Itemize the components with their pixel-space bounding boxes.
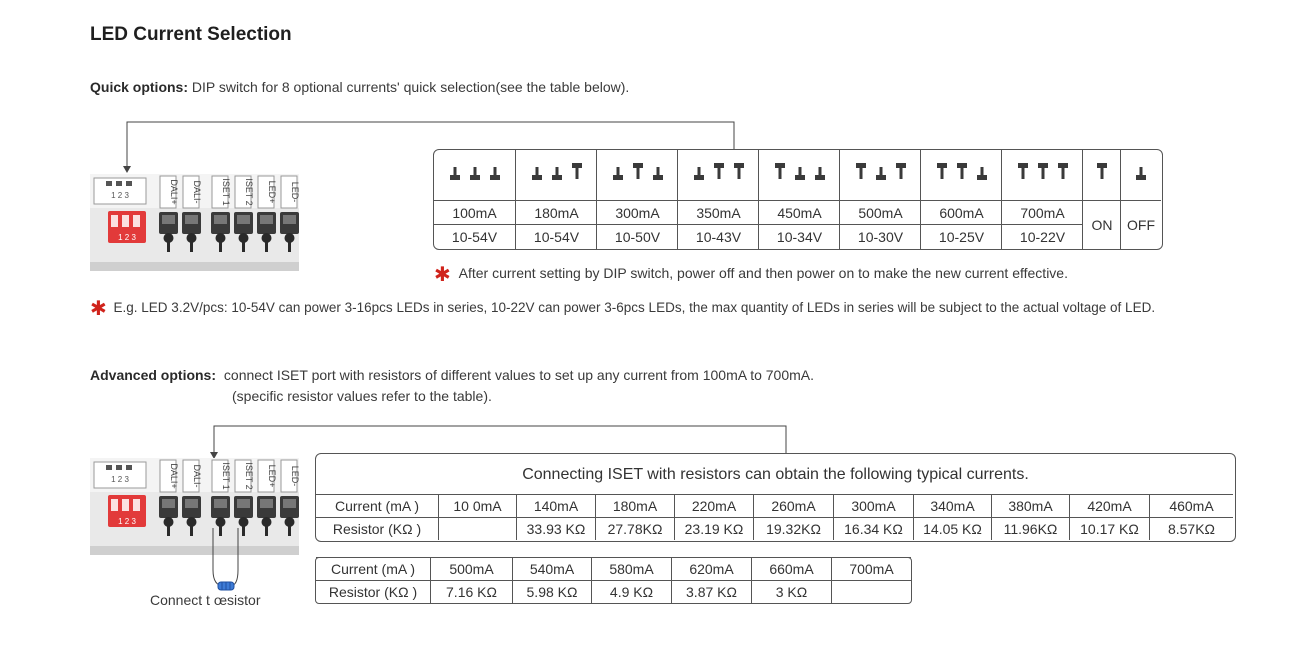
terminal-label: LED+ xyxy=(267,464,277,488)
led-series-note-text: E.g. LED 3.2V/pcs: 10-54V can power 3-16pcs LEDs in series, 10-22V can power 3-6pcs LEDs, the max quantity of LEDs in series will be subject to the actual voltage of LED. xyxy=(113,300,1156,315)
dip-pattern xyxy=(434,150,515,200)
switch-on-icon xyxy=(896,163,906,179)
resistor-cell: 3.87 KΩ xyxy=(671,580,751,603)
terminal-label: DALI+ xyxy=(169,463,179,489)
dip-voltage: 10-22V xyxy=(1002,224,1083,249)
resistor-cell: 7.16 KΩ xyxy=(430,580,512,603)
current-cell: 140mA xyxy=(516,494,595,517)
quick-options-label: Quick options: xyxy=(90,79,188,95)
asterisk-icon: ✱ xyxy=(434,264,451,286)
switch-off-icon xyxy=(470,167,480,180)
switch-on-icon xyxy=(856,163,866,179)
resistor-table-header: Connecting ISET with resistors can obtain the following typical currents. xyxy=(522,466,1029,483)
driver-device-illustration-iset xyxy=(90,458,299,555)
dip-pattern xyxy=(1002,150,1083,200)
switch-on-icon xyxy=(734,163,744,179)
driver-device-drawing xyxy=(90,458,299,555)
switch-on-icon xyxy=(957,163,967,179)
dip-current: 350mA xyxy=(678,200,759,225)
current-cell: 580mA xyxy=(591,557,671,580)
resistor-cell: 11.96KΩ xyxy=(991,517,1069,540)
switch-on-icon xyxy=(775,163,785,179)
switch-on-icon xyxy=(1058,163,1068,179)
dip-column xyxy=(920,150,1002,249)
dip-voltage: 10-30V xyxy=(840,224,921,249)
current-cell: 10 0mA xyxy=(438,494,516,517)
terminal-label: DALI- xyxy=(192,180,202,204)
driver-device-drawing xyxy=(90,174,299,271)
on-label: ON xyxy=(1083,200,1121,250)
current-cell: 700mA xyxy=(831,557,911,580)
quick-options-text: DIP switch for 8 optional currents' quick selection(see the table below). xyxy=(188,79,630,95)
terminal-label: LED- xyxy=(290,465,299,487)
advanced-options-line2: (specific resistor values refer to the table). xyxy=(232,388,492,404)
switch-off-icon xyxy=(977,167,987,180)
dip-voltage: 10-54V xyxy=(434,224,515,249)
dip-numbers: 1 2 3 xyxy=(111,191,129,200)
off-label: OFF xyxy=(1121,200,1161,250)
asterisk-icon: ✱ xyxy=(90,298,107,320)
switch-off-icon xyxy=(450,167,460,180)
terminal-label: LED+ xyxy=(267,180,277,204)
resistor-row-label: Resistor (KΩ ) xyxy=(316,517,438,540)
dip-pattern xyxy=(678,150,759,200)
dip-current: 300mA xyxy=(597,200,678,225)
current-cell: 540mA xyxy=(512,557,591,580)
resistor-cell: 33.93 KΩ xyxy=(516,517,595,540)
dip-numbers: 1 2 3 xyxy=(111,475,129,484)
dip-switch-pattern-icon xyxy=(445,163,505,183)
dip-legend-off xyxy=(1120,150,1161,249)
resistor-cell: 14.05 KΩ xyxy=(913,517,991,540)
resistor-cell: 4.9 KΩ xyxy=(591,580,671,603)
dip-switch-table xyxy=(433,149,1163,250)
dip-switch-pattern-icon xyxy=(932,163,992,183)
resistor-cell: 3 KΩ xyxy=(751,580,831,603)
dip-pattern xyxy=(597,150,678,200)
resistor-cell: 27.78KΩ xyxy=(595,517,674,540)
dip-switch-pattern-icon xyxy=(770,163,830,183)
terminal-label: ISET 2 xyxy=(244,178,254,206)
resistor-cell xyxy=(831,580,911,603)
current-cell: 500mA xyxy=(430,557,512,580)
terminal-label: ISET 1 xyxy=(221,462,231,490)
dip-column xyxy=(515,150,597,249)
page-title: LED Current Selection xyxy=(90,24,292,45)
switch-on-icon xyxy=(1097,163,1107,179)
current-cell: 420mA xyxy=(1069,494,1149,517)
terminal-label: LED- xyxy=(290,181,299,203)
switch-off-icon xyxy=(653,167,663,180)
current-cell: 220mA xyxy=(674,494,753,517)
switch-off-icon xyxy=(694,167,704,180)
dip-switch-pattern-icon xyxy=(689,163,749,183)
driver-device-illustration xyxy=(90,174,299,271)
resistor-wiring xyxy=(200,520,260,595)
dip-voltage: 10-54V xyxy=(516,224,597,249)
dip-voltage: 10-34V xyxy=(759,224,840,249)
switch-off-icon xyxy=(795,167,805,180)
switch-on-icon xyxy=(714,163,724,179)
current-cell: 460mA xyxy=(1149,494,1233,517)
dip-current: 180mA xyxy=(516,200,597,225)
switch-off-icon xyxy=(1131,163,1151,183)
current-cell: 620mA xyxy=(671,557,751,580)
current-cell: 660mA xyxy=(751,557,831,580)
dip-note xyxy=(434,264,1068,286)
resistor-cell: 5.98 KΩ xyxy=(512,580,591,603)
dip-current: 500mA xyxy=(840,200,921,225)
switch-on-icon xyxy=(1018,163,1028,179)
resistor-cell: 23.19 KΩ xyxy=(674,517,753,540)
dip-pattern xyxy=(759,150,840,200)
dip-current: 100mA xyxy=(434,200,515,225)
switch-on-icon xyxy=(1092,163,1112,183)
dip-column xyxy=(596,150,678,249)
current-cell: 300mA xyxy=(833,494,913,517)
dip-legend-on xyxy=(1082,150,1121,249)
switch-on-icon xyxy=(633,163,643,179)
dip-switch-pattern-icon xyxy=(1013,163,1073,183)
dip-pattern xyxy=(921,150,1002,200)
current-row-label: Current (mA ) xyxy=(316,557,430,580)
resistor-table-1 xyxy=(315,453,1236,542)
resistor-cell: 10.17 KΩ xyxy=(1069,517,1149,540)
dip-note-text: After current setting by DIP switch, power off and then power on to make the new current effective. xyxy=(458,265,1068,281)
dip-column xyxy=(758,150,840,249)
terminal-label: ISET 1 xyxy=(221,178,231,206)
dip-column xyxy=(839,150,921,249)
dip-voltage: 10-25V xyxy=(921,224,1002,249)
current-cell: 380mA xyxy=(991,494,1069,517)
dip-switch-pattern-icon xyxy=(608,163,668,183)
resistor-cell: 19.32KΩ xyxy=(753,517,833,540)
dip-column xyxy=(1001,150,1083,249)
switch-off-icon xyxy=(532,167,542,180)
resistor-cell: 8.57KΩ xyxy=(1149,517,1233,540)
advanced-options-line xyxy=(90,367,814,383)
switch-on-icon xyxy=(937,163,947,179)
current-cell: 180mA xyxy=(595,494,674,517)
dip-numbers: 1 2 3 xyxy=(118,517,136,526)
current-cell: 340mA xyxy=(913,494,991,517)
resistor-table-2 xyxy=(315,557,912,604)
switch-off-icon xyxy=(1136,167,1146,180)
switch-off-icon xyxy=(876,167,886,180)
current-cell: 260mA xyxy=(753,494,833,517)
resistor-caption: Connect t œsistor xyxy=(150,592,261,608)
switch-on-icon xyxy=(1038,163,1048,179)
dip-pattern xyxy=(516,150,597,200)
dip-voltage: 10-50V xyxy=(597,224,678,249)
current-row-label: Current (mA ) xyxy=(316,494,438,517)
switch-off-icon xyxy=(815,167,825,180)
dip-current: 700mA xyxy=(1002,200,1083,225)
advanced-options-text: connect ISET port with resistors of different values to set up any current from 100mA to 700mA. xyxy=(223,367,815,383)
dip-numbers: 1 2 3 xyxy=(118,233,136,242)
switch-off-icon xyxy=(613,167,623,180)
terminal-label: DALI- xyxy=(192,464,202,488)
switch-on-icon xyxy=(572,163,582,179)
switch-off-icon xyxy=(490,167,500,180)
resistor-cell xyxy=(438,517,516,540)
terminal-label: DALI+ xyxy=(169,179,179,205)
dip-pattern xyxy=(840,150,921,200)
advanced-options-label: Advanced options: xyxy=(90,367,217,383)
terminal-label: ISET 2 xyxy=(244,462,254,490)
dip-switch-pattern-icon xyxy=(527,163,587,183)
dip-switch-pattern-icon xyxy=(851,163,911,183)
dip-current: 600mA xyxy=(921,200,1002,225)
switch-off-icon xyxy=(552,167,562,180)
dip-voltage: 10-43V xyxy=(678,224,759,249)
led-series-note xyxy=(90,298,1156,320)
dip-column xyxy=(434,150,515,249)
resistor-cell: 16.34 KΩ xyxy=(833,517,913,540)
dip-current: 450mA xyxy=(759,200,840,225)
dip-column xyxy=(677,150,759,249)
resistor-row-label: Resistor (KΩ ) xyxy=(316,580,430,603)
